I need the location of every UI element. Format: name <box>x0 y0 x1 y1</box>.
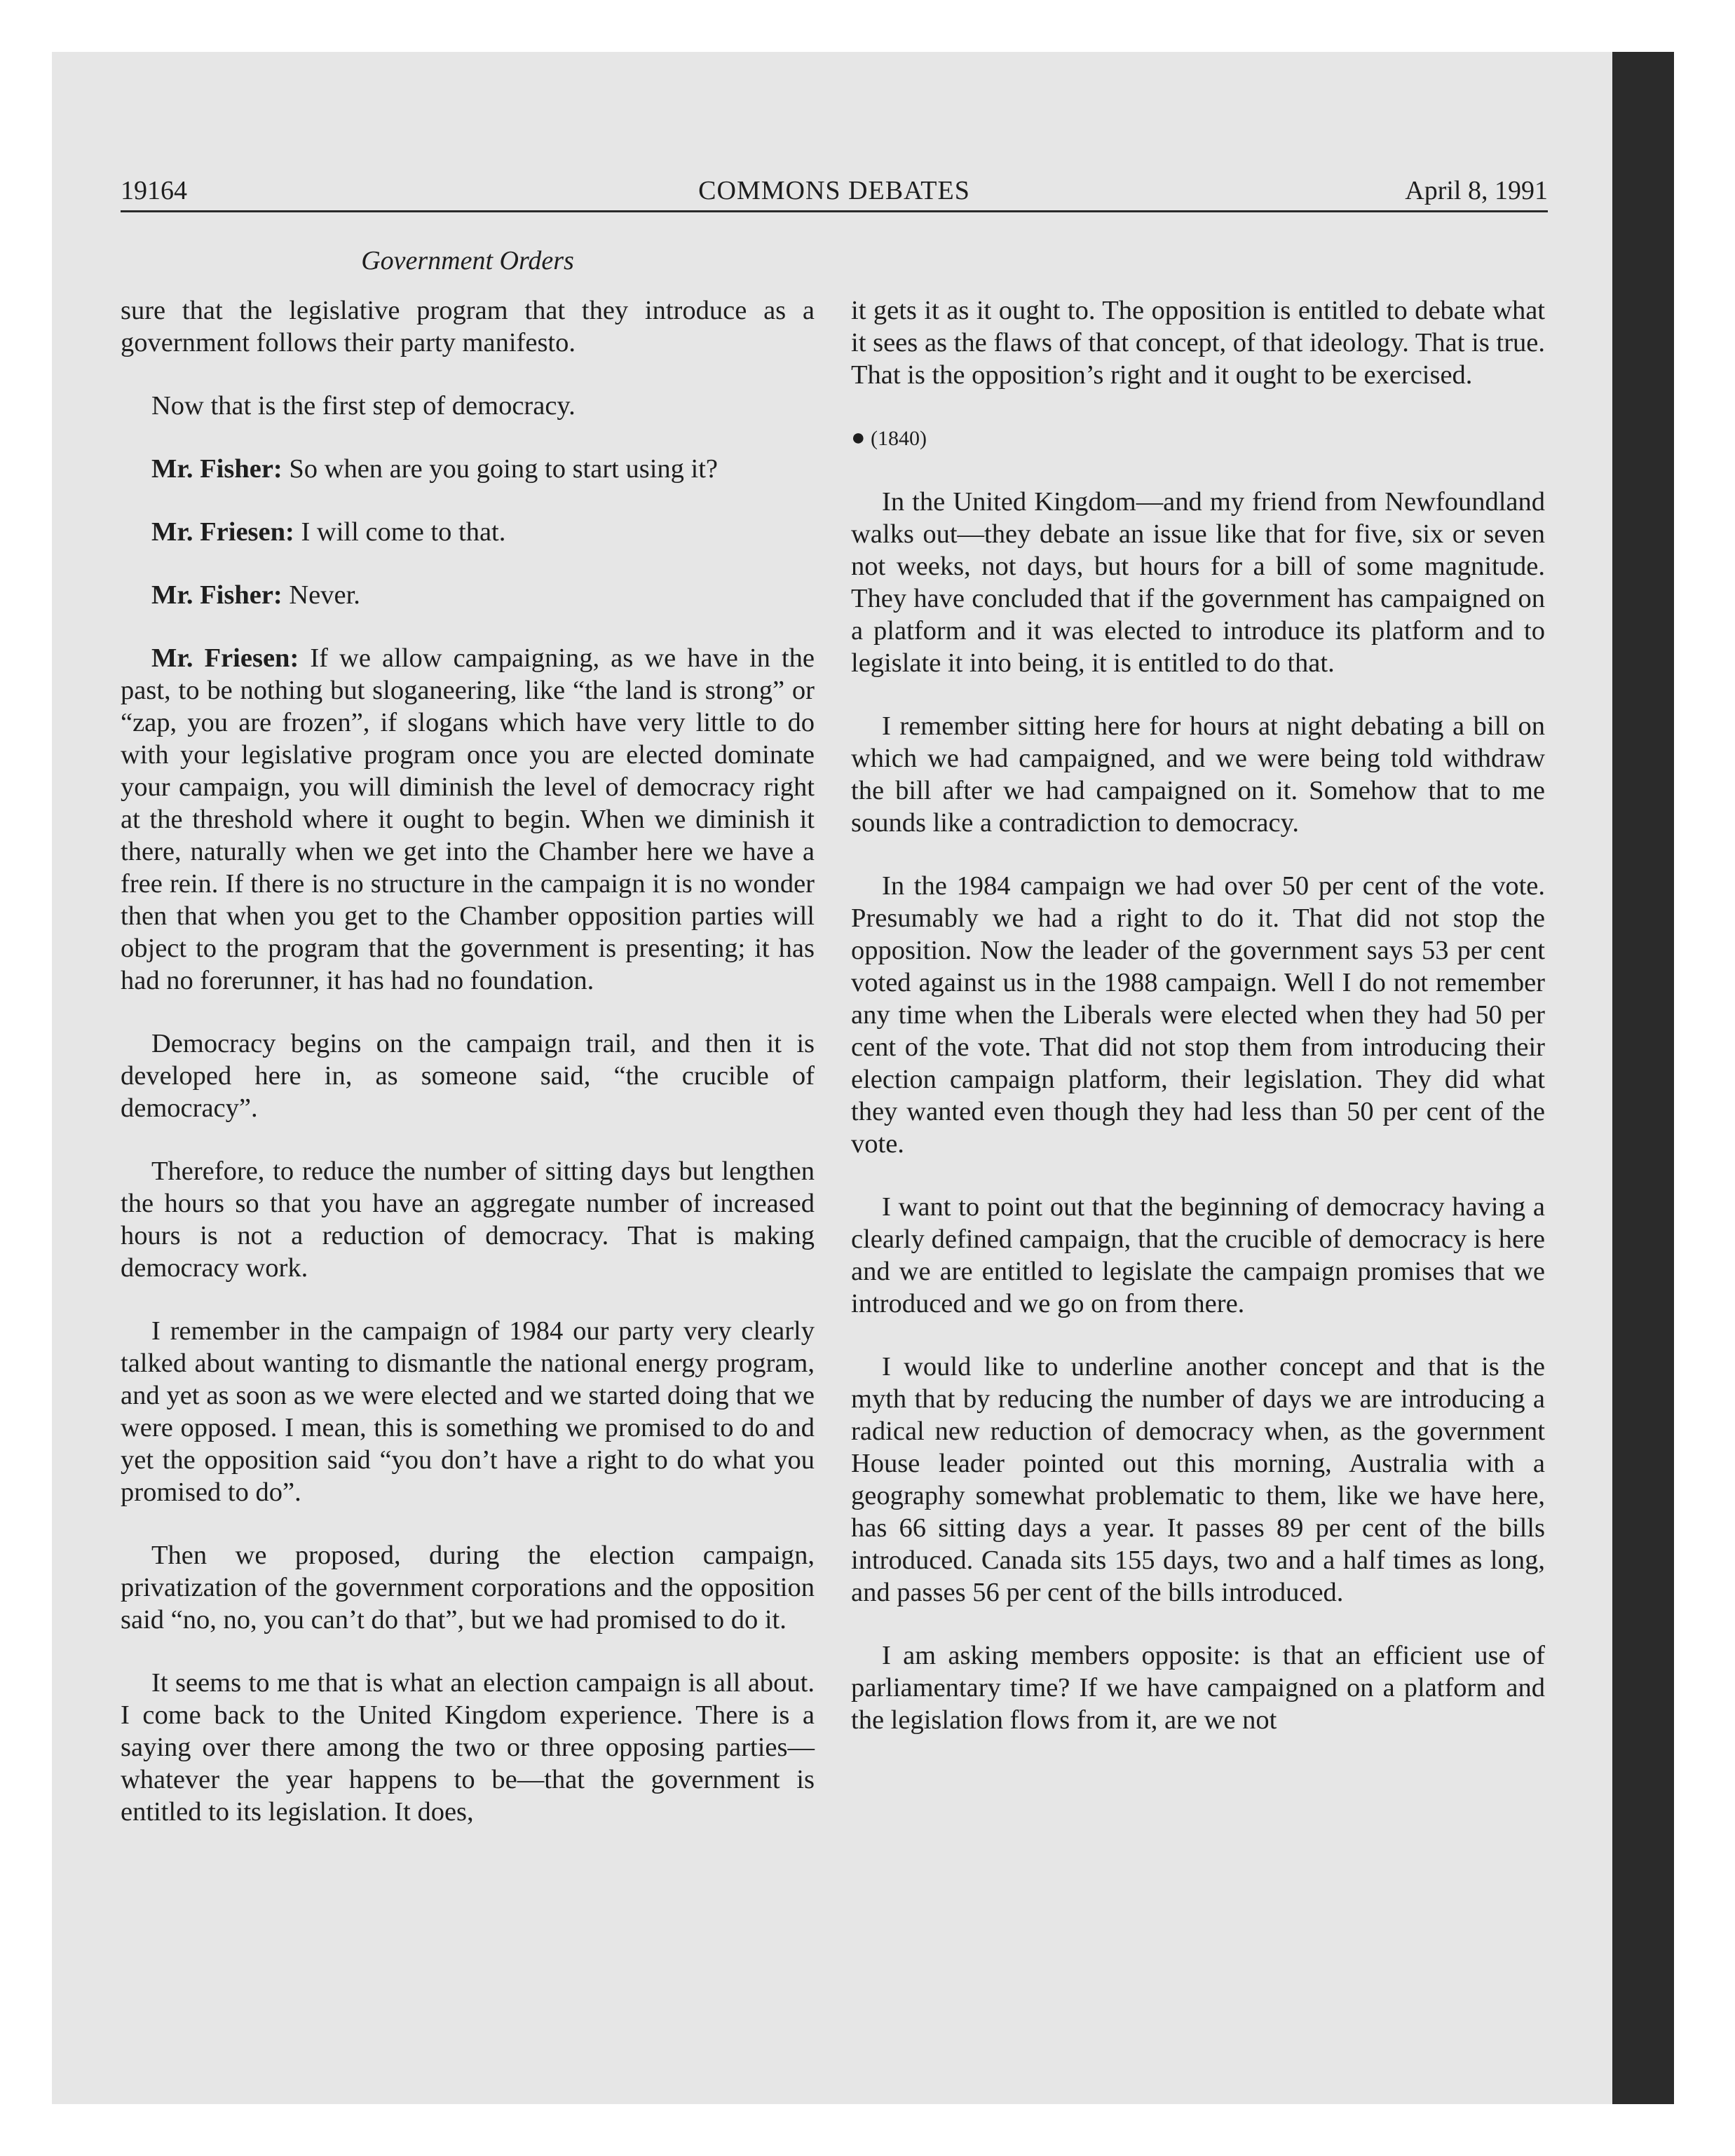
speech-text: I will come to that. <box>294 517 506 547</box>
paragraph: Therefore, to reduce the number of sitting days but lengthen the hours so that you have an aggregate number of increased hours is not a reduction of democracy. That is making democracy work. <box>121 1157 815 1283</box>
paragraph: Now that is the first step of democracy. <box>151 391 576 421</box>
paragraph: Democracy begins on the campaign trail, and then it is developed here in, as someone said, “the crucible of democracy”. <box>121 1029 815 1123</box>
speech-paragraph <box>121 579 815 611</box>
speaker-name: Mr. Fisher: <box>151 454 283 484</box>
paragraph: In the 1984 campaign we had over 50 per cent of the vote. Presumably we had a right to do it. That did not stop the opposition. Now the leader of the government says 53 per cent voted against us in the 1988 campaign. Well I do not remember any time when the Liberals were elected when they had 50 per cent of the vote. That did not stop them from introducing their election campaign platform, their legislation. They did what they wanted even though they had less than 50 per cent of the vote. <box>851 871 1545 1159</box>
bullet-icon: ● <box>851 425 866 451</box>
section-heading: Government Orders <box>361 246 574 275</box>
paragraph: sure that the legislative program that they introduce as a government follows their party manifesto. <box>121 296 815 357</box>
speaker-name: Mr. Friesen: <box>151 643 299 673</box>
time-marker-text: (1840) <box>871 427 927 450</box>
paragraph: I remember sitting here for hours at night debating a bill on which we had campaigned, and we were being told withdraw the bill after we had campaigned on it. Somehow that to me sounds like a contradiction to democracy. <box>851 711 1545 838</box>
paragraph: I want to point out that the beginning of democracy having a clearly defined campaign, that the crucible of democracy is here and we are entitled to legislate the campaign promises that we introduced and we go on from there. <box>851 1192 1545 1318</box>
speech-paragraph <box>121 642 815 997</box>
right-column <box>851 294 1545 1767</box>
speech-text: So when are you going to start using it? <box>282 454 719 484</box>
speech-text: Never. <box>282 580 360 610</box>
publication-title: COMMONS DEBATES <box>698 176 970 205</box>
issue-date: April 8, 1991 <box>1405 176 1548 205</box>
page-number: 19164 <box>121 176 187 205</box>
paragraph: I remember in the campaign of 1984 our party very clearly talked about wanting to dismantle the national energy program, and yet as soon as we were elected and we started doing that we were opposed. I mean, this is something we promised to do and yet the opposition said “you don’t have a right to do what you promised to do”. <box>121 1316 815 1507</box>
left-column <box>121 294 815 1859</box>
paragraph: Then we proposed, during the election campaign, privatization of the government corporations and the opposition said “no, no, you can’t do that”, but we had promised to do it. <box>121 1541 815 1635</box>
paragraph: I am asking members opposite: is that an efficient use of parliamentary time? If we have campaigned on a platform and the legislation flows from it, are we not <box>851 1641 1545 1735</box>
paragraph: it gets it as it ought to. The opposition is entitled to debate what it sees as the flaws of that concept, of that ideology. That is true. That is the opposition’s right and it ought to be exercised. <box>851 296 1545 390</box>
time-marker <box>851 422 1545 455</box>
speech-text: If we allow campaigning, as we have in the past, to be nothing but sloganeering, like “the land is strong” or “zap, you are frozen”, if slogans which have very little to do with your legislative program once you are elected dominate your campaign, you will diminish the level of democracy right at the threshold where it ought to begin. When we diminish it there, naturally when we get into the Chamber here we have a free rein. If there is no structure in the campaign it is no wonder then that when you get to the Chamber opposition parties will object to the program that the government is presenting; it has had no forerunner, it has had no foundation. <box>121 643 815 995</box>
speaker-name: Mr. Fisher: <box>151 580 283 610</box>
paragraph: In the United Kingdom—and my friend from Newfoundland walks out—they debate an issue like that for five, six or seven not weeks, not days, but hours for a bill of some magnitude. They have concluded that if the government has campaigned on a platform and it was elected to introduce its platform and to legislate it into being, it is entitled to do that. <box>851 487 1545 678</box>
speech-paragraph <box>121 516 815 548</box>
header-rule <box>121 210 1548 212</box>
speaker-name: Mr. Friesen: <box>151 517 294 547</box>
paragraph: I would like to underline another concept and that is the myth that by reducing the number of days we are introducing a radical new reduction of democracy when, as the government House leader pointed out this morning, Australia with a geography somewhat problematic to them, like we have here, has 66 sitting days a year. It passes 89 per cent of the bills introduced. Canada sits 155 days, two and a half times as long, and passes 56 per cent of the bills introduced. <box>851 1352 1545 1607</box>
speech-paragraph <box>121 453 815 485</box>
running-header <box>121 175 1548 214</box>
paragraph: It seems to me that is what an election campaign is all about. I come back to the United Kingdom experience. There is a saying over there among the two or three opposing parties—whatever the year happens to be—that the government is entitled to its legislation. It does, <box>121 1668 815 1827</box>
